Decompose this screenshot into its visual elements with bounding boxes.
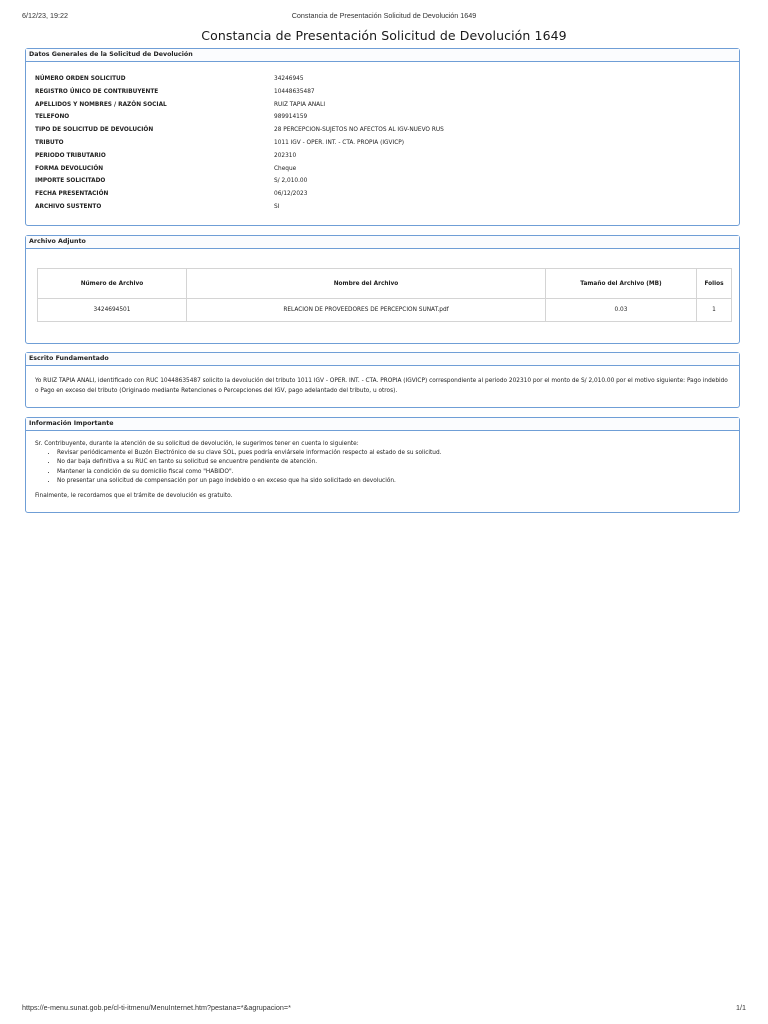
column-header-file-number: Número de Archivo bbox=[38, 269, 187, 299]
field-label: TIPO DE SOLICITUD DE DEVOLUCIÓN bbox=[35, 127, 154, 134]
field-label: REGISTRO ÚNICO DE CONTRIBUYENTE bbox=[35, 88, 159, 95]
field-value: Cheque bbox=[274, 165, 297, 172]
attached-file-panel bbox=[25, 235, 740, 344]
field-row-tax bbox=[35, 137, 730, 150]
important-info-closing: Finalmente, le recordamos que el trámite de devolución es gratuito. bbox=[35, 493, 233, 500]
field-label: APELLIDOS Y NOMBRES / RAZÓN SOCIAL bbox=[35, 101, 167, 108]
general-data-heading: Datos Generales de la Solicitud de Devolución bbox=[26, 49, 739, 62]
print-document-title: Constancia de Presentación Solicitud de Devolución 1649 bbox=[291, 11, 477, 20]
table-header-row bbox=[38, 269, 732, 299]
general-data-panel bbox=[25, 48, 740, 226]
field-row-ruc bbox=[35, 86, 730, 99]
print-footer bbox=[22, 1003, 746, 1015]
field-row-name bbox=[35, 99, 730, 112]
attached-file-heading: Archivo Adjunto bbox=[26, 236, 739, 249]
attached-files-table bbox=[37, 268, 732, 322]
column-header-file-name: Nombre del Archivo bbox=[187, 269, 546, 299]
field-row-submission-date bbox=[35, 188, 730, 201]
list-item: • No presentar una solicitud de compensación por un pago indebido o en exceso que ha sido solicitado en devolución. bbox=[57, 477, 730, 486]
field-label: TRIBUTO bbox=[35, 139, 64, 146]
field-row-amount bbox=[35, 175, 730, 188]
important-info-list bbox=[35, 449, 730, 486]
written-statement-text: Yo RUIZ TAPIA ANALI, identificado con RUC 10448635487 solicito la devolución del tributo 1011 IGV - OPER. INT. - CTA. PROPIA (IGVICP) correspondiente al periodo 202310 por el monto de S/ 2,010.00 por el motivo siguiente: Pago indebido o Pago en exceso del tributo (Originado mediante Retenciones o Percepciones del IGV, pago adelantado del tributo, u otros). bbox=[35, 378, 728, 394]
field-row-request-type bbox=[35, 124, 730, 137]
general-data-fields bbox=[35, 73, 730, 214]
field-value: RUIZ TAPIA ANALI bbox=[274, 101, 326, 108]
field-row-tax-period bbox=[35, 150, 730, 163]
list-item: • No dar baja definitiva a su RUC en tanto su solicitud se encuentre pendiente de atención. bbox=[57, 458, 730, 467]
field-value: 06/12/2023 bbox=[274, 191, 308, 198]
print-url: https://e-menu.sunat.gob.pe/cl-ti-itmenu/MenuInternet.htm?pestana=*&agrupacion=* bbox=[22, 1003, 291, 1012]
column-header-folios: Folios bbox=[697, 269, 732, 299]
field-value: SI bbox=[274, 203, 280, 210]
cell-file-name[interactable]: RELACION DE PROVEEDORES DE PERCEPCION SUNAT.pdf bbox=[187, 299, 546, 322]
written-statement-heading: Escrito Fundamentado bbox=[26, 353, 739, 366]
field-row-phone bbox=[35, 111, 730, 124]
field-value: 1011 IGV - OPER. INT. - CTA. PROPIA (IGVICP) bbox=[274, 139, 405, 146]
field-label: PERIODO TRIBUTARIO bbox=[35, 152, 106, 159]
field-label: ARCHIVO SUSTENTO bbox=[35, 203, 102, 210]
field-label: TELEFONO bbox=[35, 114, 70, 121]
important-info-heading: Información Importante bbox=[26, 418, 739, 431]
cell-folios: 1 bbox=[697, 299, 732, 322]
important-info-panel bbox=[25, 417, 740, 513]
field-value: 10448635487 bbox=[274, 88, 315, 95]
cell-file-number: 3424694501 bbox=[38, 299, 187, 322]
page-number: 1/1 bbox=[736, 1003, 746, 1012]
field-label: NÚMERO ORDEN SOLICITUD bbox=[35, 76, 126, 82]
important-info-body bbox=[35, 440, 730, 501]
table-row bbox=[38, 299, 732, 322]
print-date: 6/12/23, 19:22 bbox=[22, 11, 68, 20]
field-label: IMPORTE SOLICITADO bbox=[35, 178, 106, 185]
field-value: 202310 bbox=[274, 152, 297, 159]
page-title: Constancia de Presentación Solicitud de Devolución 1649 bbox=[201, 28, 567, 43]
list-item: • Mantener la condición de su domicilio fiscal como "HABIDO". bbox=[57, 468, 730, 477]
field-row-order-number bbox=[35, 73, 730, 86]
list-item: • Revisar periódicamente el Buzón Electrónico de su clave SOL, pues podría enviársele información respecto al estado de su solicitud. bbox=[57, 449, 730, 458]
field-label: FORMA DEVOLUCIÓN bbox=[35, 165, 104, 172]
print-header bbox=[22, 11, 746, 23]
column-header-file-size: Tamaño del Archivo (MB) bbox=[546, 269, 697, 299]
field-row-refund-method bbox=[35, 163, 730, 176]
important-info-intro: Sr. Contribuyente, durante la atención de su solicitud de devolución, le sugerimos tener en cuenta lo siguiente: bbox=[35, 441, 359, 447]
field-label: FECHA PRESENTACIÓN bbox=[35, 191, 109, 198]
field-value: S/ 2,010.00 bbox=[274, 178, 308, 185]
field-value: 989914159 bbox=[274, 114, 308, 121]
written-statement-panel bbox=[25, 352, 740, 408]
field-value: 28 PERCEPCION-SUJETOS NO AFECTOS AL IGV-NUEVO RUS bbox=[274, 127, 444, 134]
field-row-support-file bbox=[35, 201, 730, 214]
field-value: 34246945 bbox=[274, 76, 304, 82]
cell-file-size: 0.03 bbox=[546, 299, 697, 322]
